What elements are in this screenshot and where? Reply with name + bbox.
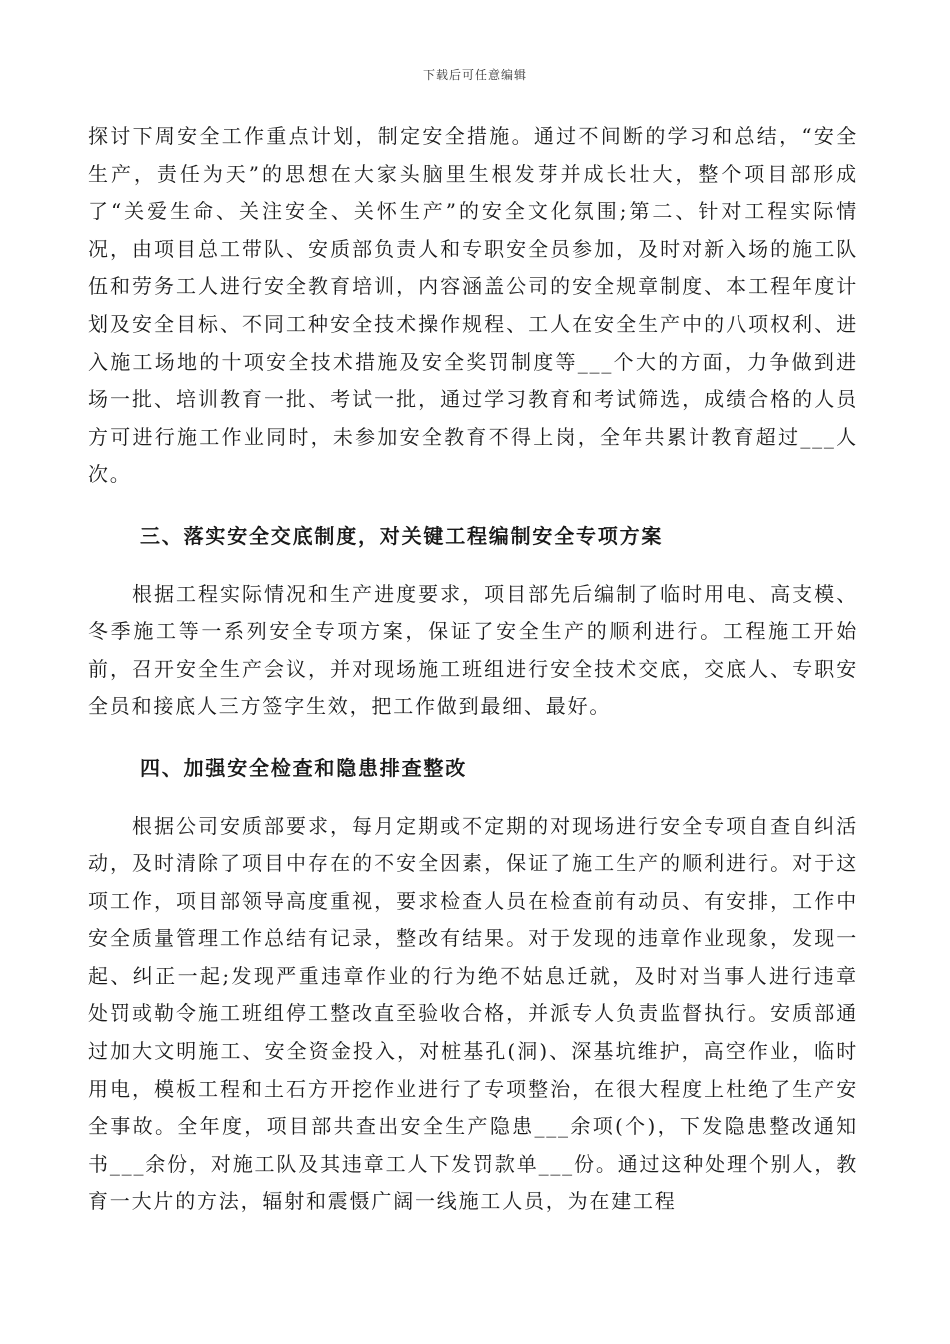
section-heading-safety-inspection: 四、加强安全检查和隐患排查整改 xyxy=(140,755,467,780)
document-body xyxy=(88,118,858,1221)
paragraph-safety-inspection: 根据公司安质部要求，每月定期或不定期的对现场进行安全专项自查自纠活动，及时清除了项目中存在的不安全因素，保证了施工生产的顺利进行。对于这项工作，项目部领导高度重视，要求检查人员在检查前有动员、有安排，工作中安全质量管理工作总结有记录，整改有结果。对于发现的违章作业现象，发现一起、纠正一起;发现严重违章作业的行为绝不姑息迁就，及时对当事人进行违章处罚或勒令施工班组停工整改直至验收合格，并派专人负责监督执行。安质部通过加大文明施工、安全资金投入，对桩基孔(洞)、深基坑维护，高空作业，临时用电，模板工程和土石方开挖作业进行了专项整治，在很大程度上杜绝了生产安全事故。全年度，项目部共查出安全生产隐患___余项(个)，下发隐患整改通知书___余份，对施工队及其违章工人下发罚款单___份。通过这种处理个别人，教育一大片的方法，辐射和震慑广阔一线施工人员，为在建工程 xyxy=(88,813,858,1214)
paragraph-safety-briefing: 根据工程实际情况和生产进度要求，项目部先后编制了临时用电、高支模、冬季施工等一系列安全专项方案，保证了安全生产的顺利进行。工程施工开始前，召开安全生产会议，并对现场施工班组进行安全技术交底，交底人、专职安全员和接底人三方签字生效，把工作做到最细、最好。 xyxy=(88,581,858,719)
section-heading-safety-briefing: 三、落实安全交底制度，对关键工程编制安全专项方案 xyxy=(140,523,664,548)
page-header: 下载后可任意编辑 xyxy=(422,68,527,82)
paragraph-safety-education: 探讨下周安全工作重点计划，制定安全措施。通过不间断的学习和总结，“安全生产，责任为天”的思想在大家头脑里生根发芽并成长壮大，整个项目部形成了“关爱生命、关注安全、关怀生产”的安全文化氛围;第二、针对工程实际情况，由项目总工带队、安质部负责人和专职安全员参加，及时对新入场的施工队伍和劳务工人进行安全教育培训，内容涵盖公司的安全规章制度、本工程年度计划及安全目标、不同工种安全技术操作规程、工人在安全生产中的八项权利、进入施工场地的十项安全技术措施及安全奖罚制度等___个大的方面，力争做到进场一批、培训教育一批、考试一批，通过学习教育和考试筛选，成绩合格的人员方可进行施工作业同时，未参加安全教育不得上岗，全年共累计教育超过___人次。 xyxy=(88,124,858,487)
